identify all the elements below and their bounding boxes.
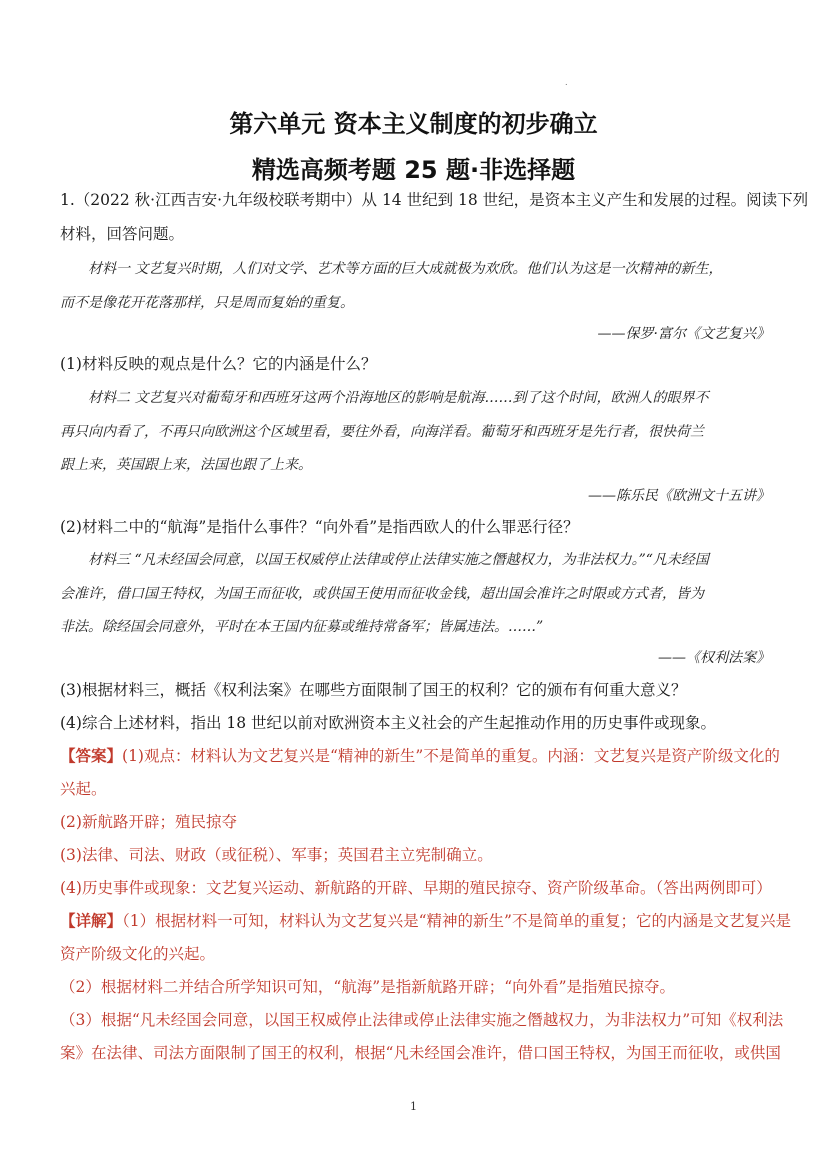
- material-3-line-3: 非法。除经国会同意外，平时在本王国内征募或维持常备军；皆属违法。……”: [60, 619, 544, 635]
- detail-tag: 【详解】: [60, 911, 123, 930]
- material-3-line-1: 材料三 “凡未经国会同意，以国王权威停止法律或停止法律实施之僭越权力，为非法权力。”“凡未经国: [88, 552, 709, 568]
- question-2: (2)材料二中的“航海”是指什么事件？“向外看”是指西欧人的什么罪恶行径？: [60, 518, 579, 536]
- detail-1-text: （1）根据材料一可知，材料认为文艺复兴是“精神的新生”不是简单的重复；它的内涵是文艺复兴是: [122, 912, 791, 930]
- material-2-line-1: 材料二 文艺复兴对葡萄牙和西班牙这两个沿海地区的影响是航海……到了这个时间，欧洲人的眼界不: [88, 390, 709, 406]
- material-1-source: ——保罗·富尔《文艺复兴》: [597, 326, 770, 342]
- answer-3: (3)法律、司法、财政（或征税）、军事；英国君主立宪制确立。: [60, 846, 493, 864]
- material-2-line-3: 跟上来，英国跟上来，法国也跟了上来。: [60, 457, 312, 473]
- material-3-line-2: 会准许，借口国王特权，为国王而征收，或供国王使用而征收金钱，超出国会准许之时限或方式者，皆为: [60, 586, 704, 602]
- material-3-source: ——《权利法案》: [658, 650, 770, 666]
- question-3: (3)根据材料三，概括《权利法案》在哪些方面限制了国王的权利？它的颁布有何重大意义？: [60, 681, 687, 699]
- page-subtitle: 精选高频考题 25 题·非选择题: [251, 156, 576, 184]
- detail-3-line-1: （3）根据“凡未经国会同意，以国王权威停止法律或停止法律实施之僭越权力，为非法权力”可知《权利法: [60, 1011, 784, 1029]
- answer-1-line-2: 兴起。: [60, 780, 107, 798]
- detail-1-line-2: 资产阶级文化的兴起。: [60, 945, 216, 963]
- answer-1-text: (1)观点：材料认为文艺复兴是“精神的新生”不是简单的重复。内涵：文艺复兴是资产阶级文化的: [122, 747, 780, 765]
- question-intro-line-2: 材料，回答问题。: [60, 225, 185, 243]
- page-title: 第六单元 资本主义制度的初步确立: [229, 110, 598, 138]
- material-1-line-1: 材料一 文艺复兴时期，人们对文学、艺术等方面的巨大成就极为欢欣。他们认为这是一次精神的新生，: [88, 261, 723, 277]
- question-intro-line-1: 1.（2022 秋·江西吉安·九年级校联考期中）从 14 世纪到 18 世纪，是资本主义产生和发展的过程。阅读下列: [60, 191, 809, 209]
- answer-2: (2)新航路开辟；殖民掠夺: [60, 813, 237, 831]
- material-1-line-2: 而不是像花开花落那样，只是周而复始的重复。: [60, 295, 354, 311]
- answer-line-1: [60, 746, 780, 766]
- detail-2: （2）根据材料二并结合所学知识可知，“航海”是指新航路开辟；“向外看”是指殖民掠夺。: [60, 978, 676, 996]
- question-4: (4)综合上述材料，指出 18 世纪以前对欧洲资本主义社会的产生起推动作用的历史事件或现象。: [60, 714, 717, 732]
- detail-3-line-2: 案》在法律、司法方面限制了国王的权利，根据“凡未经国会准许，借口国王特权，为国王而征收，或供国: [60, 1044, 781, 1062]
- page-number: 1: [410, 1100, 417, 1113]
- material-2-source: ——陈乐民《欧洲文十五讲》: [588, 488, 770, 504]
- material-2-line-2: 再只向内看了，不再只向欧洲这个区域里看，要往外看，向海洋看。葡萄牙和西班牙是先行者，很快荷兰: [60, 424, 704, 440]
- header-dot: .: [565, 78, 568, 87]
- question-1: (1)材料反映的观点是什么？它的内涵是什么？: [60, 355, 377, 373]
- answer-4: (4)历史事件或现象：文艺复兴运动、新航路的开辟、早期的殖民掠夺、资产阶级革命。（答出两例即可）: [60, 879, 772, 897]
- detail-line-1: [60, 911, 791, 931]
- answer-tag: 【答案】: [60, 746, 123, 765]
